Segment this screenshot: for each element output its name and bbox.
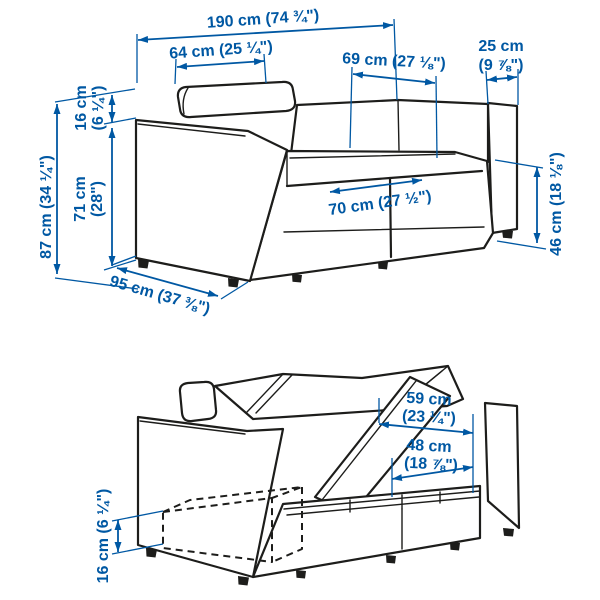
sofa-line-art-bottom [138, 366, 519, 586]
extension-line [486, 71, 488, 104]
dimension-label-headrest-width: 64 cm (25 ¼") [168, 38, 274, 63]
dimension-label-seat-height: 46 cm (18 ⅛") [548, 152, 565, 256]
sofa-foot [238, 576, 249, 586]
dimension-arrow-seat-width [353, 74, 435, 83]
dimension-label-total-width: 190 cm (74 ¾") [206, 7, 320, 32]
dimension-label-armrest-height-line2: (28") [89, 180, 106, 218]
extension-line [104, 118, 136, 124]
dimension-label-total-height: 87 cm (34 ¼") [38, 155, 55, 259]
headrest-cushion [180, 382, 216, 421]
dimension-label-storage-inner-width-line1: 48 cm [405, 436, 453, 457]
extension-line [264, 54, 266, 83]
back-cushion-seam [398, 100, 399, 150]
dimension-label-storage-height: 16 cm (6 ¼") [95, 488, 112, 584]
dimension-arrow-headrest-width [177, 61, 264, 67]
dimension-label-storage-opening-width-line1: 59 cm [405, 389, 453, 410]
extension-line [175, 59, 176, 84]
sofa-line-art-top [136, 82, 517, 288]
dimension-label-storage-opening-width-line2: (23 ¼") [401, 407, 457, 428]
dimension-label-seat-depth: 70 cm (27 ½") [327, 187, 433, 220]
dimension-label-seat-width: 69 cm (27 ⅛") [341, 50, 447, 73]
bottom-view [95, 366, 519, 586]
dimension-label-armrest-height-line1: 71 cm [72, 176, 89, 222]
dimension-label-total-depth: 95 cm (37 ⅜") [107, 273, 213, 318]
sofa-foot [296, 570, 306, 579]
sofa-foot [386, 555, 396, 564]
dimension-label-headrest-height-line1: 16 cm [73, 85, 90, 131]
extension-line [497, 241, 546, 249]
dimension-label-armrest-width-line1: 25 cm [478, 38, 524, 55]
headrest-cushion [178, 82, 295, 117]
dimension-label-armrest-width-line2: (9 ⅞") [478, 57, 524, 74]
sofa-foot [292, 274, 302, 283]
dimension-arrow-armrest-width [487, 77, 517, 80]
dimension-label-headrest-height-line2: (6 ¼") [90, 85, 107, 131]
dimension-label-storage-inner-width-line2: (18 ⅞") [403, 454, 459, 475]
seat-module-seam [390, 178, 391, 257]
top-view [38, 7, 565, 318]
right-armrest-panel [485, 403, 519, 528]
sofa-foot [503, 528, 514, 537]
